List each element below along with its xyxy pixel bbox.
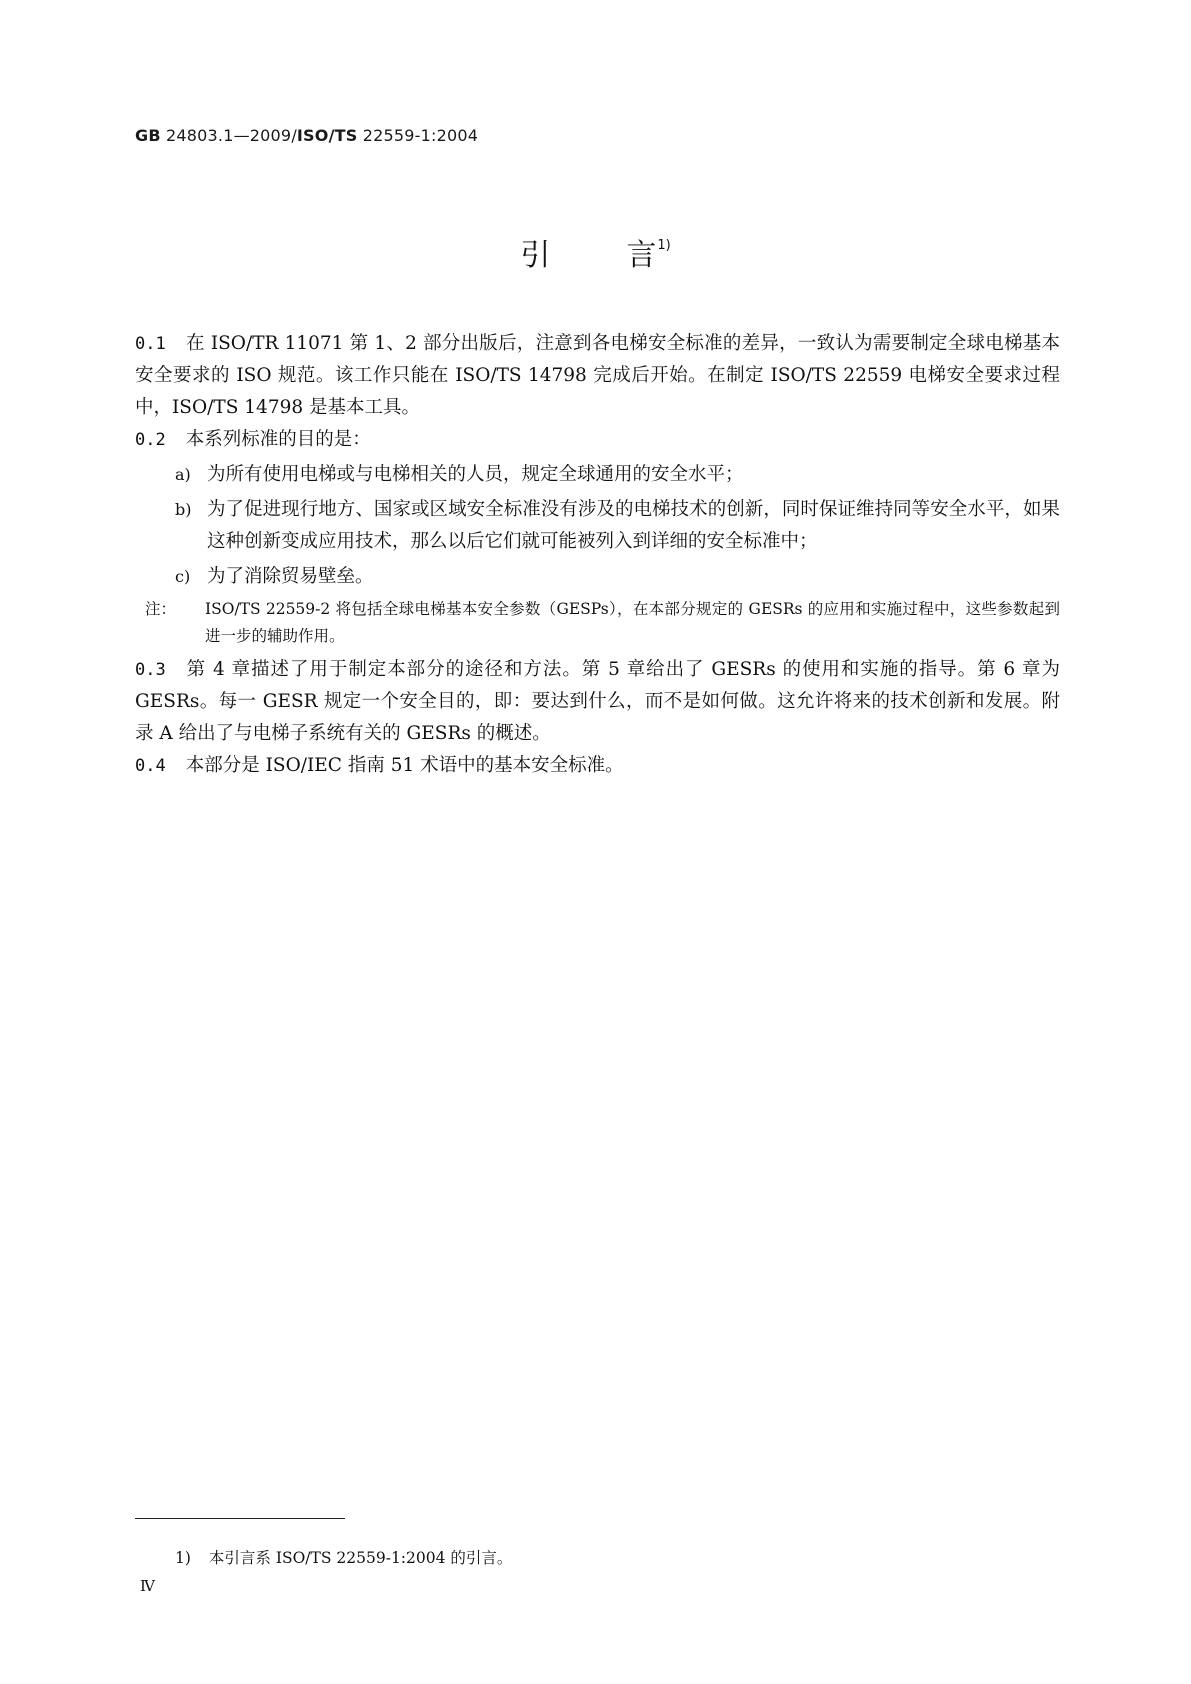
list-item-text: 为所有使用电梯或与电梯相关的人员，规定全球通用的安全水平； [207,464,744,485]
clause-number: 0.1 [135,334,166,354]
list-marker: b) [175,500,192,519]
list-marker: a) [175,465,191,484]
clause-text: 第 4 章描述了用于制定本部分的途径和方法。第 5 章给出了 GESRs 的使用和实施的指导。第 6 章为 GESRs。每一 GESR 规定一个安全目的，即：要达到什么，而不是如何做。这允许将来的技术创新和发展。附录 A 给出了与电梯子系统有关的 GESRs 的概述。 [135,659,1060,744]
clause-number: 0.4 [135,756,166,776]
title-footnote-ref: 1) [657,238,671,253]
clause-0-2 [135,424,1060,456]
page-number: Ⅳ [140,1577,155,1595]
list-item-text: 为了消除贸易壁垒。 [207,566,374,587]
note-text: ISO/TS 22559-2 将包括全球电梯基本安全参数（GESPs），在本部分规定的 GESRs 的应用和实施过程中，这些参数起到进一步的辅助作用。 [205,600,1060,645]
footnote [175,1546,512,1568]
clause-text: 本部分是 ISO/IEC 指南 51 术语中的基本安全标准。 [185,755,624,776]
title-char-1: 引 [520,238,551,273]
gb-number: 24803.1—2009/ [166,126,297,145]
footnote-marker: 1) [175,1549,191,1567]
note [135,596,1060,650]
iso-prefix: ISO/TS [296,126,358,145]
list-marker: c) [175,567,191,586]
footnote-text: 本引言系 ISO/TS 22559-1:2004 的引言。 [208,1549,513,1567]
gb-prefix: GB [135,126,161,145]
title-char-2: 言 [626,238,657,273]
page-title [0,230,1191,274]
standard-number-header [135,126,478,145]
clause-text: 本系列标准的目的是： [185,429,371,450]
introduction-body [135,328,1060,782]
footnote-divider [135,1518,345,1519]
clause-number: 0.3 [135,660,166,680]
list-item-b [135,494,1060,558]
list-item-c [135,561,1060,593]
list-item-text: 为了促进现行地方、国家或区域安全标准没有涉及的电梯技术的创新，同时保证维持同等安全水平，如果这种创新变成应用技术，那么以后它们就可能被列入到详细的安全标准中； [207,499,1060,552]
note-marker: 注： [145,600,177,618]
clause-number: 0.2 [135,430,166,450]
clause-0-1 [135,328,1060,424]
list-item-a [135,459,1060,491]
clause-text: 在 ISO/TR 11071 第 1、2 部分出版后，注意到各电梯安全标准的差异，一致认为需要制定全球电梯基本安全要求的 ISO 规范。该工作只能在 ISO/TS 14798 完成后开始。在制定 ISO/TS 22559 电梯安全要求过程中，ISO/TS 14798 是基本工具。 [135,333,1060,418]
iso-number: 22559-1:2004 [362,126,479,145]
clause-0-3 [135,654,1060,750]
clause-0-4 [135,750,1060,782]
